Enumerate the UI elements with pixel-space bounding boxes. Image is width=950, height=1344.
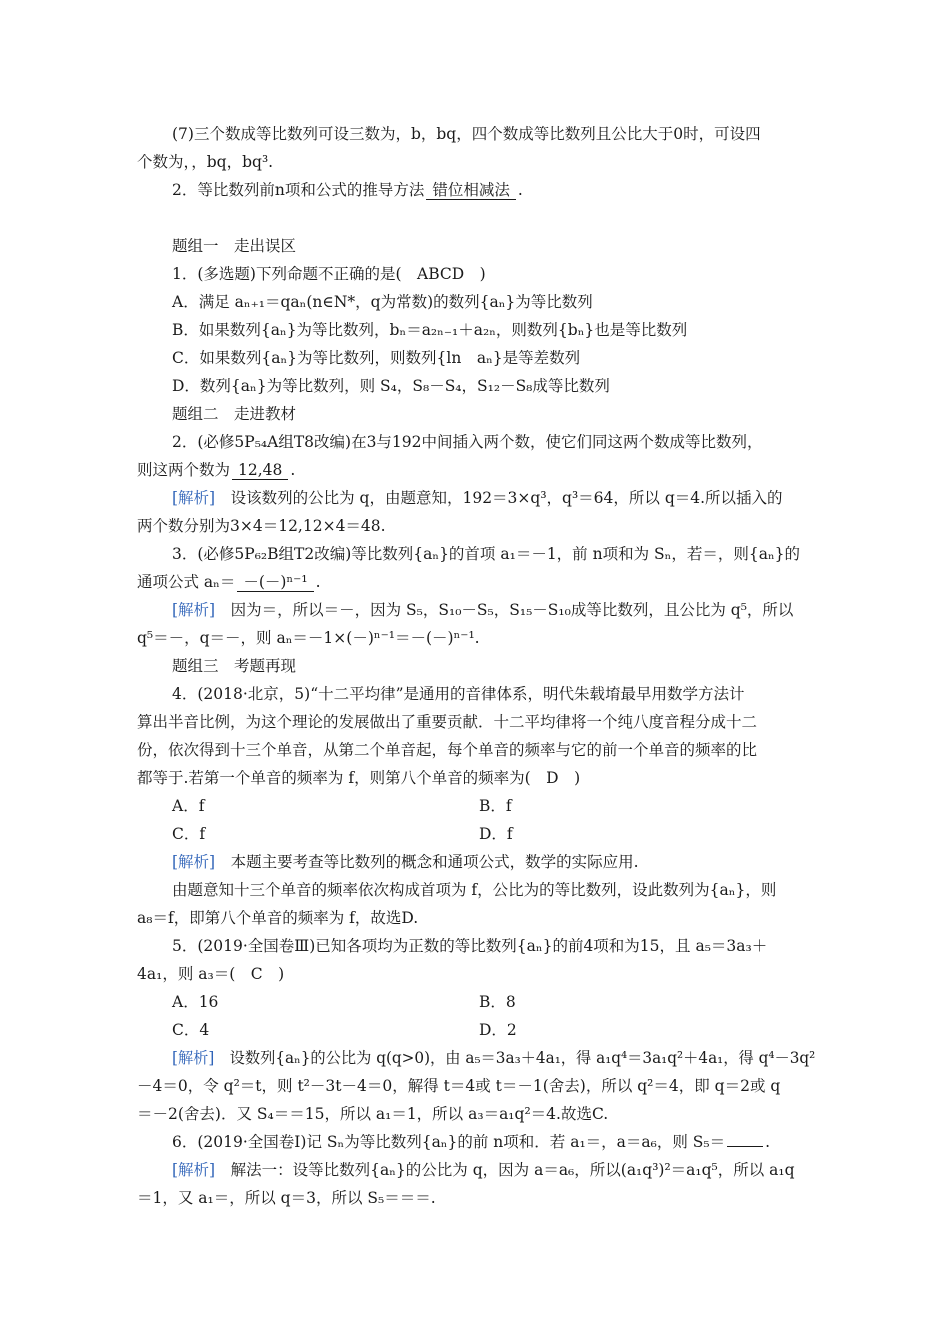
option-a: A．f xyxy=(172,797,205,815)
text-line: 由题意知十三个单音的频率依次构成首项为 f，公比为的等比数列，设此数列为{aₙ}，则 xyxy=(172,881,777,899)
text-line: 算出半音比例，为这个理论的发展做出了重要贡献．十二平均律将一个纯八度音程分成十二 xyxy=(137,713,758,731)
text-line: a₈＝f，即第八个单音的频率为 f，故选D. xyxy=(137,909,419,927)
text-line: 2．等比数列前n项和公式的推导方法 错位相减法 . xyxy=(172,181,523,199)
question-stem: 4．(2018·北京，5)“十二平均律”是通用的音律体系，明代朱载堉最早用数学方法计 xyxy=(172,685,745,703)
analysis-line: [解析] 设数列{aₙ}的公比为 q(q>0)，由 a₅＝3a₃＋4a₁，得 a₁q⁴＝3a₁q²＋4a₁，得 q⁴－3q² xyxy=(172,1049,816,1067)
option-d: D．数列{aₙ}为等比数列，则 S₄，S₈－S₄，S₁₂－S₈成等比数列 xyxy=(172,377,610,395)
analysis-label: [解析] xyxy=(172,853,216,871)
analysis-line: [解析] 解法一：设等比数列{aₙ}的公比为 q，因为 a＝a₆，所以(a₁q³)²＝a₁q⁵，所以 a₁q xyxy=(172,1161,795,1179)
question-stem: 5．(2019·全国卷Ⅲ)已知各项均为正数的等比数列{aₙ}的前4项和为15，且 a₅＝3a₃＋ xyxy=(172,937,768,955)
answer-blank: 错位相减法 xyxy=(426,182,516,200)
option-b: B．f xyxy=(479,797,512,815)
section-heading: 题组一 走出误区 xyxy=(172,237,297,255)
analysis-label: [解析] xyxy=(172,601,216,619)
text-line: 都等于.若第一个单音的频率为 f，则第八个单音的频率为( D ) xyxy=(137,769,581,787)
analysis-line: [解析] 因为＝，所以＝－，因为 S₅，S₁₀－S₅，S₁₅－S₁₀成等比数列，且公比为 q⁵，所以 xyxy=(172,601,794,619)
question-stem: 6．(2019·全国卷Ⅰ)记 Sₙ为等比数列{aₙ}的前 n项和．若 a₁＝，a＝a₆，则 S₅＝ . xyxy=(172,1133,771,1151)
answer-blank: 12,48 xyxy=(232,462,288,480)
analysis-label: [解析] xyxy=(172,1049,215,1067)
text-line: 4a₁，则 a₃＝( C ) xyxy=(137,965,285,983)
option-c: C．4 xyxy=(172,1021,210,1039)
section-heading: 题组二 走进教材 xyxy=(172,405,297,423)
analysis-line: [解析] 本题主要考查等比数列的概念和通项公式，数学的实际应用. xyxy=(172,853,639,871)
answer-blank xyxy=(727,1146,763,1147)
analysis-label: [解析] xyxy=(172,1161,216,1179)
option-a: A．16 xyxy=(172,993,219,1011)
option-a: A．满足 aₙ₊₁＝qaₙ(n∈N*，q为常数)的数列{aₙ}为等比数列 xyxy=(172,293,593,311)
section-heading: 题组三 考题再现 xyxy=(172,657,297,675)
option-c: C．如果数列{aₙ}为等比数列，则数列{ln aₙ}是等差数列 xyxy=(172,349,581,367)
analysis-label: [解析] xyxy=(172,489,216,507)
option-b: B．8 xyxy=(479,993,516,1011)
text-line: －4＝0，令 q²＝t，则 t²－3t－4＝0，解得 t＝4或 t＝－1(舍去)，所以 q²＝4，即 q＝2或 q xyxy=(137,1077,781,1095)
option-c: C．f xyxy=(172,825,206,843)
text-line: 则这两个数为 12,48 . xyxy=(137,461,296,479)
answer-blank: －(－)ⁿ⁻¹ xyxy=(237,574,313,592)
text-line: ＝－2(舍去)．又 S₄＝＝15，所以 a₁＝1，所以 a₃＝a₁q²＝4.故选C. xyxy=(137,1105,609,1123)
text-line: 个数为，，bq，bq³. xyxy=(137,153,274,171)
analysis-line: [解析] 设该数列的公比为 q，由题意知，192＝3×q³，q³＝64，所以 q＝4.所以插入的 xyxy=(172,489,783,507)
text-line: q⁵＝－，q＝－，则 aₙ＝－1×(－)ⁿ⁻¹＝－(－)ⁿ⁻¹. xyxy=(137,629,480,647)
option-d: D．2 xyxy=(479,1021,517,1039)
question-stem: 1．(多选题)下列命题不正确的是( ABCD ) xyxy=(172,265,486,283)
question-stem: 2．(必修5P₅₄A组T8改编)在3与192中间插入两个数，使它们同这两个数成等比数列， xyxy=(172,433,763,451)
text-line: (7)三个数成等比数列可设三数为，b，bq，四个数成等比数列且公比大于0时，可设四 xyxy=(172,125,761,143)
question-stem: 3．(必修5P₆₂B组T2改编)等比数列{aₙ}的首项 a₁＝－1，前 n项和为 Sₙ，若＝，则{aₙ}的 xyxy=(172,545,801,563)
text-line: ＝1，又 a₁＝，所以 q＝3，所以 S₅＝＝＝. xyxy=(137,1189,436,1207)
text-line: 两个数分别为3×4＝12,12×4＝48. xyxy=(137,517,386,535)
option-b: B．如果数列{aₙ}为等比数列，bₙ＝a₂ₙ₋₁＋a₂ₙ，则数列{bₙ}也是等比数列 xyxy=(172,321,688,339)
text-line: 通项公式 aₙ＝ －(－)ⁿ⁻¹ . xyxy=(137,573,321,591)
text-line: 份，依次得到十三个单音，从第二个单音起，每个单音的频率与它的前一个单音的频率的比 xyxy=(137,741,758,759)
option-d: D．f xyxy=(479,825,513,843)
